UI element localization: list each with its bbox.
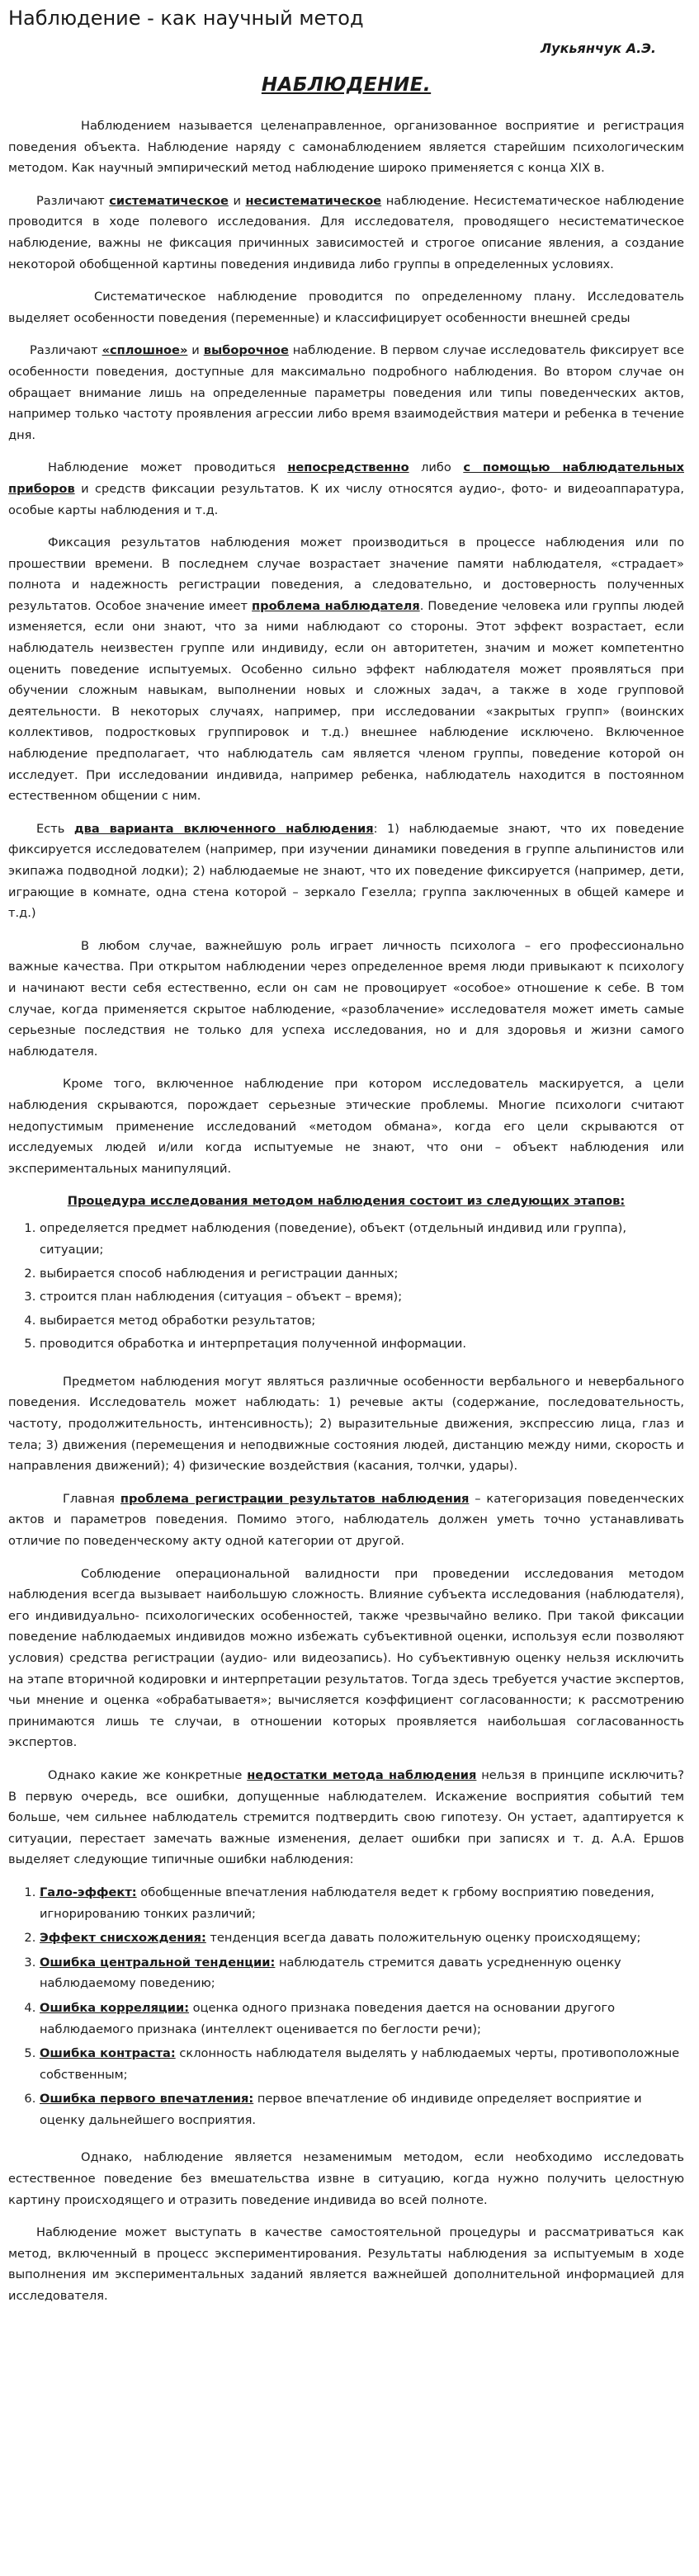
term-registration-problem: проблема регистрации результатов наблюдения — [120, 1491, 470, 1506]
observation-errors-list — [8, 1882, 684, 2131]
paragraph-direct-instrumental: Наблюдение может проводиться непосредственно либо с помощью наблюдательных приборов и средств фиксации результатов. К их числу относятся аудио-, фото- и видеоаппаратура, особые карты наблюдения и т.д. — [8, 460, 684, 517]
term-continuous: «сплошное» — [102, 343, 188, 358]
paragraph-observer-problem: Фиксация результатов наблюдения может производиться в процессе наблюдения или по прошествии времени. В последнем случае возрастает значение памяти наблюдателя, «страдает» полнота и надежность регистрации поведения, а следовательно, и достоверность полученных результатов. Особое значение имеет проблема наблюдателя. Поведение человека или группы людей изменяется, если они знают, что за ними наблюдают со стороны. Этот эффект возрастает, если наблюдатель неизвестен группе или индивиду, если он авторитетен, значим и может компетентно оценить поведение испытуемых. Особенно сильно эффект наблюдателя может проявляться при обучении сложным навыкам, выполнении новых и сложных задач, а также в ходе групповой деятельности. В некоторых случаях, например, при исследовании «закрытых групп» (воинских коллективов, подростковых группировок и т.д.) внешнее наблюдение исключено. Включенное наблюдение предполагает, что наблюдатель сам является членом группы, поведение которой он исследует. При исследовании индивида, например ребенка, наблюдатель находится в постоянном естественном общении с ним. — [8, 535, 684, 804]
list-item: 4. выбирается метод обработки результатов; — [40, 1310, 684, 1332]
term-instrumental: с помощью наблюдательных приборов — [8, 460, 684, 496]
paragraph-independent-procedure: Наблюдение может выступать в качестве самостоятельной процедуры и рассматриваться как метод, включенный в процесс экспериментирования. Результаты наблюдения за испытуемым в ходе выполнения им экспериментальных заданий является важнейшей дополнительной информацией для исследователя. — [8, 2225, 684, 2304]
term-direct: непосредственно — [287, 460, 409, 475]
procedure-title: Процедура исследования методом наблюдения состоит из следующих этапов: — [67, 1194, 626, 1209]
paragraph-systematic-types: Различают систематическое и несистематическое наблюдение. Несистематическое наблюдение проводится в ходе полевого исследования. Для исследователя, проводящего несистематическое наблюдение, важны не фиксация причинных зависимостей и строгое описание явления, а создание некоторой обобщенной картины поведения индивида либо группы в определенных условиях. — [8, 193, 684, 271]
list-item: 1. определяется предмет наблюдения (поведение), объект (отдельный индивид или группа), ситуации; — [40, 1218, 684, 1260]
procedure-steps-list — [8, 1218, 684, 1355]
paragraph-continuous-selective: Различают «сплошное» и выборочное наблюдение. В первом случае исследователь фиксирует все особенности поведения, доступные для максимально подробного наблюдения. Во втором случае он обращает внимание лишь на определенные параметры поведения или типы поведенческих актов, например только частоту проявления агрессии либо время взаимодействия матери и ребенка в течение дня. — [8, 343, 684, 442]
paragraph-ethics: Кроме того, включенное наблюдение при котором исследователь маскируется, а цели наблюдения скрываются, порождает серьезные этические проблемы. Многие психологи считают недопустимым применение исследований «методом обмана», когда его цели скрываются от исследуемых людей и/или когда испытуемые не знают, что они – объект наблюдения или экспериментальных манипуляций. — [8, 1077, 684, 1176]
list-item: 5. проводится обработка и интерпретация полученной информации. — [40, 1333, 684, 1355]
term-selective: выборочное — [203, 343, 289, 358]
paragraph-definition: Наблюдением называется целенаправленное, организованное восприятие и регистрация поведения объекта. Наблюдение наряду с самонаблюдением является старейшим психологическим методом. Как научный эмпирический метод наблюдение широко применяется с конца XIX в. — [8, 119, 684, 176]
paragraph-psychologist-role: В любом случае, важнейшую роль играет личность психолога – его профессионально важные качества. При открытом наблюдении через определенное время люди привыкают к психологу и начинают вести себя естественно, если он сам не провоцирует «особое» отношение к себе. В том случае, когда применяется скрытое наблюдение, «разоблачение» исследователя может иметь самые серьезные последствия не только для успеха исследования, но и для здоровья и жизни самого наблюдателя. — [8, 938, 684, 1059]
paragraph-method-drawbacks: Однако какие же конкретные недостатки метода наблюдения нельзя в принципе исключить? В первую очередь, все ошибки, допущенные наблюдателем. Искажение восприятия событий тем больше, чем сильнее наблюдатель стремится подтвердить свою гипотезу. Он устает, адаптируется к ситуации, перестает замечать важные изменения, делает ошибки при записях и т. д. А.А. Ершов выделяет следующие типичные ошибки наблюдения: — [8, 1767, 684, 1867]
term-systematic: систематическое — [109, 193, 229, 208]
list-item: 6. Ошибка первого впечатления: первое впечатление об индивиде определяет восприятие и оценку дальнейшего восприятия. — [40, 2088, 684, 2130]
list-item: 3. строится план наблюдения (ситуация – объект – время); — [40, 1286, 684, 1308]
term-nonsystematic: несистематическое — [245, 193, 382, 208]
list-item: 3. Ошибка центральной тенденции: наблюдатель стремится давать усредненную оценку наблюдаемому поведению; — [40, 1952, 684, 1994]
section-heading: НАБЛЮДЕНИЕ. — [261, 74, 432, 96]
list-item: 5. Ошибка контраста: склонность наблюдателя выделять у наблюдаемых черты, противоположные собственным; — [40, 2043, 684, 2085]
paragraph-validity: Соблюдение операциональной валидности при проведении исследования методом наблюдения всегда вызывает наибольшую сложность. Влияние субъекта исследования (наблюдателя), его индивидуально- психологических особенностей, также чрезвычайно велико. При такой фиксации поведение наблюдаемых индивидов можно избежать субъективной оценки, используя если позволяют условия) средства регистрации (аудио- или видеозапись). Но субъективную оценку нельзя исключить на этапе вторичной кодировки и интерпретации результатов. Тогда здесь требуется участие экспертов, чьи мнение и оценка «обрабатываетя»; вычисляется коэффициент согласованности; к рассмотрению принимаются лишь те случаи, в отношении которых проявляется наибольшая согласованность экспертов. — [8, 1566, 684, 1750]
paragraph-subject-of-observation: Предметом наблюдения могут являться различные особенности вербального и невербального поведения. Исследователь может наблюдать: 1) речевые акты (содержание, последовательность, частоту, продолжительность, интенсивность); 2) выразительные движения, экспрессию лица, глаз и тела; 3) движения (перемещения и неподвижные состояния людей, дистанцию между ними, скорость и направления движений); 4) физические воздействия (касания, толчки, удары). — [8, 1374, 684, 1474]
list-item: 2. выбирается способ наблюдения и регистрации данных; — [40, 1263, 684, 1285]
paragraph-included-variants: Есть два варианта включенного наблюдения: 1) наблюдаемые знают, что их поведение фиксируется исследователем (например, при изучении динамики поведения в группе альпинистов или экипажа подводной лодки); 2) наблюдаемые не знают, что их поведение фиксируется (например, дети, играющие в комнате, одна стена которой – зеркало Гезелла; группа заключенных в общей камере и т.д.) — [8, 821, 684, 921]
term-observer-problem: проблема наблюдателя — [252, 598, 420, 613]
list-item: 1. Гало-эффект: обобщенные впечатления наблюдателя ведет к грбому восприятию поведения, игнорированию тонких различий; — [40, 1882, 684, 1924]
term-included-variants: два варианта включенного наблюдения — [73, 821, 374, 836]
list-item: 4. Ошибка корреляции: оценка одного признака поведения дается на основании другого наблюдаемого признака (интеллект оценивается по беглости речи); — [40, 1998, 684, 2040]
page-title: Наблюдение - как научный метод — [8, 7, 364, 30]
author-name: Лукьянчук А.Э. — [540, 40, 656, 56]
paragraph-registration-problem: Главная проблема регистрации результатов наблюдения – категоризация поведенческих актов и параметров поведения. Помимо этого, наблюдатель должен уметь точно устанавливать отличие по поведенческому акту одной категории от другой. — [8, 1491, 684, 1549]
paragraph-irreplaceable: Однако, наблюдение является незаменимым методом, если необходимо исследовать естественное поведение без вмешательства извне в ситуацию, когда нужно получить целостную картину происходящего и отразить поведение индивида во всей полноте. — [8, 2150, 684, 2207]
term-method-drawbacks: недостатки метода наблюдения — [247, 1767, 477, 1782]
paragraph-systematic-plan: Систематическое наблюдение проводится по определенному плану. Исследователь выделяет особенности поведения (переменные) и классифицирует особенности внешней среды — [8, 290, 684, 325]
list-item: 2. Эффект снисхождения: тенденция всегда давать положительную оценку происходящему; — [40, 1927, 684, 1949]
